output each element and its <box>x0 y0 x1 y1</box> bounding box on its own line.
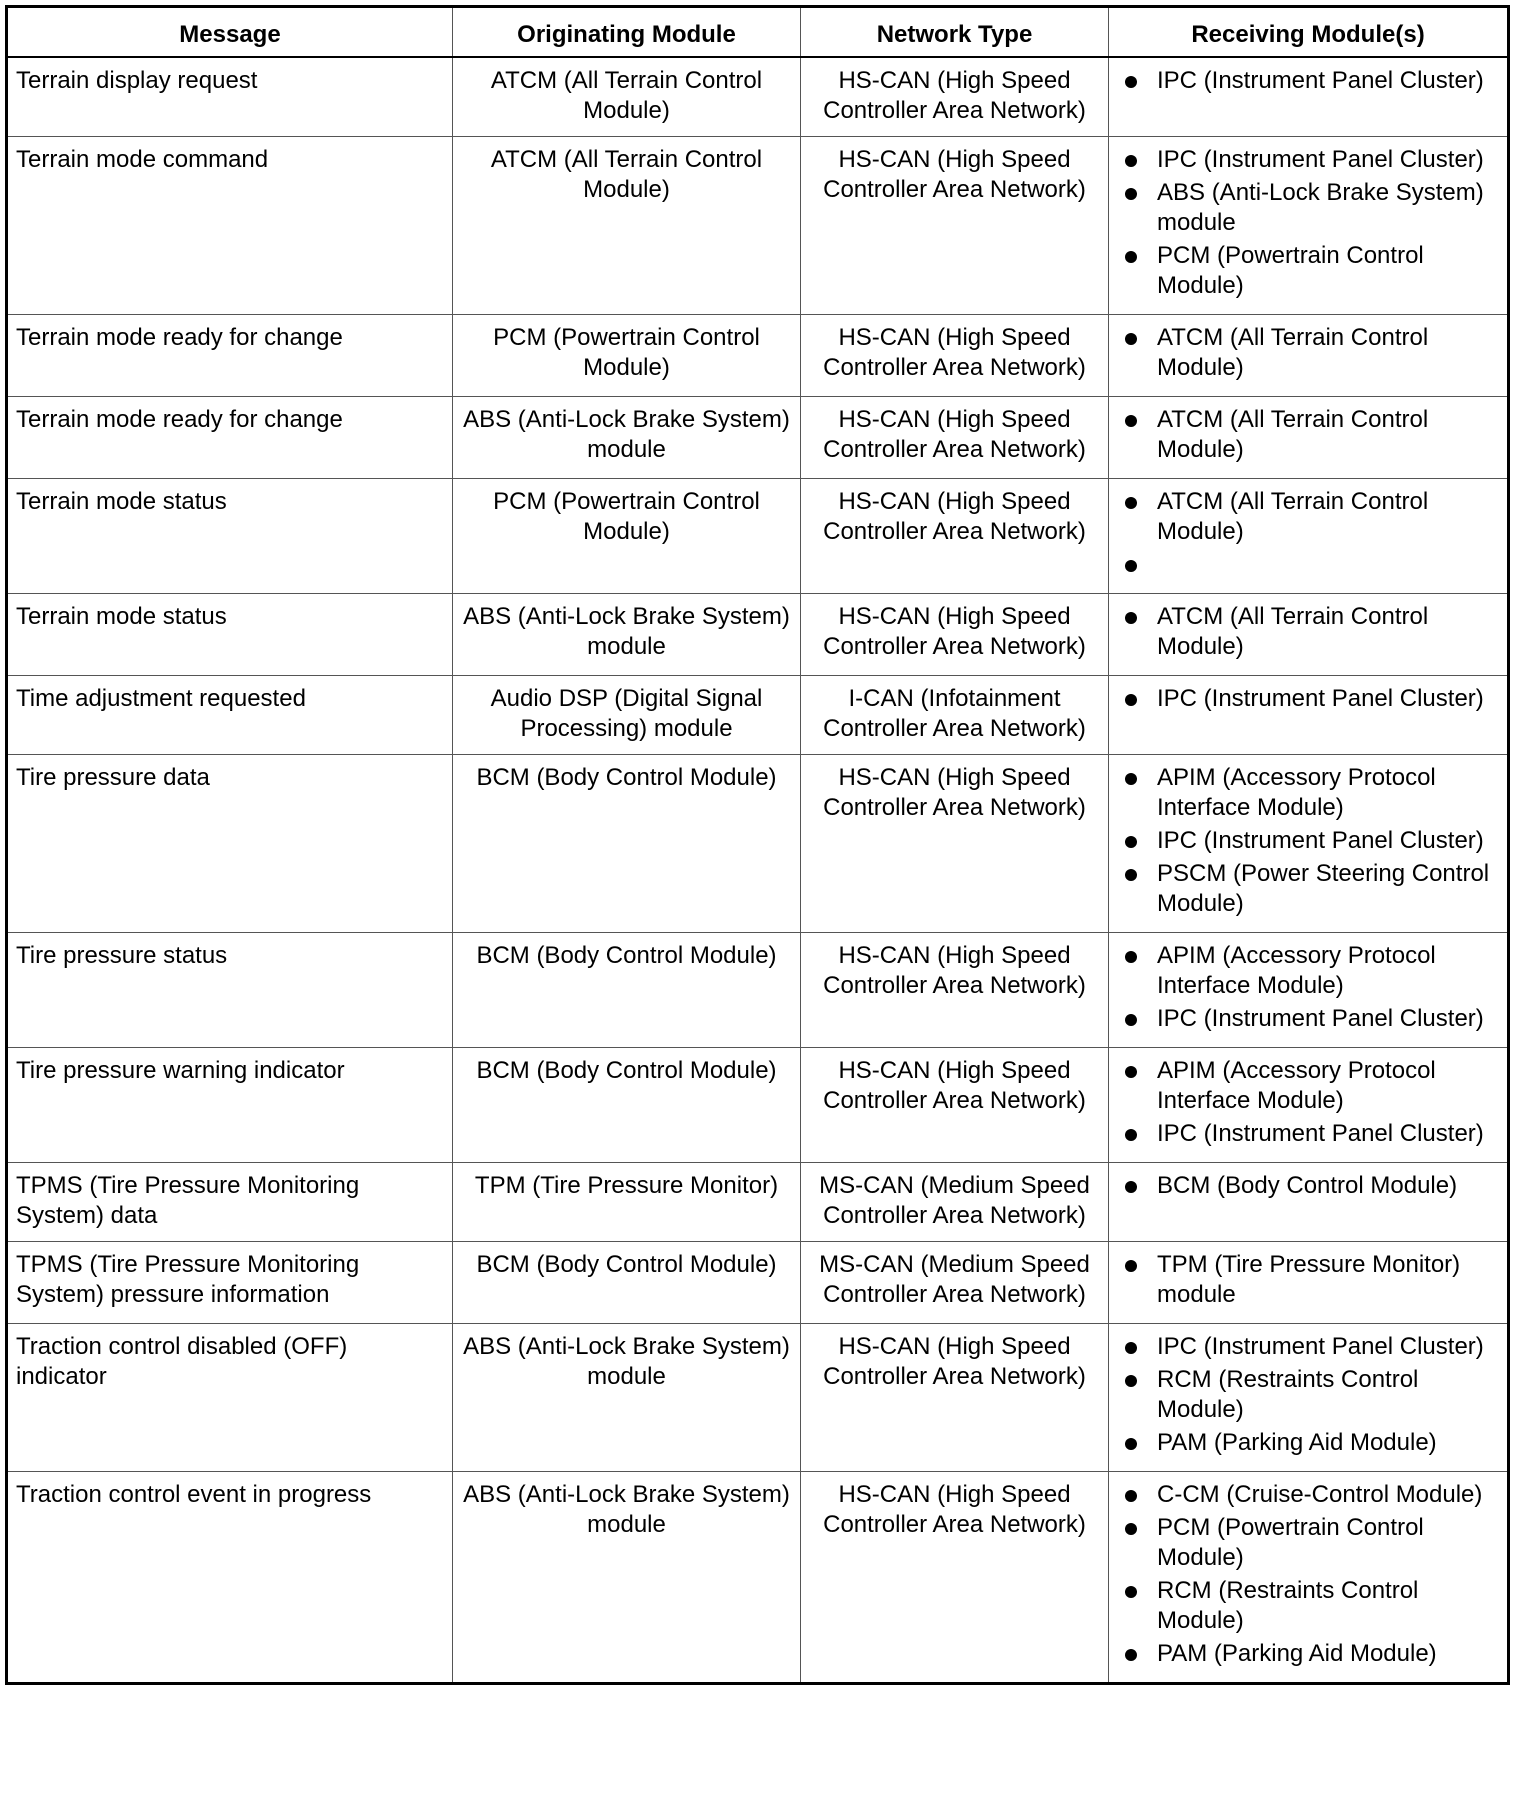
receiving-modules-list <box>1117 1332 1499 1458</box>
originating-module-cell: BCM (Body Control Module) <box>453 1242 801 1324</box>
list-item <box>1117 826 1499 856</box>
receiving-module-label: RCM (Restraints Control Module) <box>1157 1577 1419 1634</box>
receiving-modules-list <box>1117 602 1499 662</box>
bullet-icon <box>1125 869 1137 881</box>
originating-module-cell: Audio DSP (Digital Signal Processing) module <box>453 676 801 755</box>
receiving-modules-cell <box>1109 479 1509 594</box>
message-cell: TPMS (Tire Pressure Monitoring System) data <box>7 1163 453 1242</box>
list-item <box>1117 684 1499 714</box>
receiving-modules-list <box>1117 323 1499 383</box>
bullet-icon <box>1125 1066 1137 1078</box>
network-type-cell: MS-CAN (Medium Speed Controller Area Network) <box>801 1163 1109 1242</box>
receiving-module-label: IPC (Instrument Panel Cluster) <box>1157 685 1484 712</box>
list-item <box>1117 323 1499 383</box>
receiving-module-label: IPC (Instrument Panel Cluster) <box>1157 146 1484 173</box>
receiving-modules-list <box>1117 1171 1499 1201</box>
originating-module-cell: PCM (Powertrain Control Module) <box>453 479 801 594</box>
receiving-modules-cell <box>1109 1163 1509 1242</box>
network-type-cell: MS-CAN (Medium Speed Controller Area Network) <box>801 1242 1109 1324</box>
receiving-modules-cell <box>1109 594 1509 676</box>
message-cell: Traction control disabled (OFF) indicator <box>7 1324 453 1472</box>
table-row <box>7 933 1509 1048</box>
bullet-icon <box>1125 1490 1137 1502</box>
receiving-modules-list <box>1117 763 1499 919</box>
bullet-icon <box>1125 694 1137 706</box>
receiving-module-label: BCM (Body Control Module) <box>1157 1172 1458 1199</box>
message-cell: Tire pressure data <box>7 755 453 933</box>
list-item <box>1117 145 1499 175</box>
receiving-module-label: IPC (Instrument Panel Cluster) <box>1157 827 1484 854</box>
receiving-modules-cell <box>1109 137 1509 315</box>
bullet-icon <box>1125 612 1137 624</box>
bullet-icon <box>1125 155 1137 167</box>
receiving-modules-list <box>1117 1056 1499 1149</box>
originating-module-cell: ABS (Anti-Lock Brake System) module <box>453 594 801 676</box>
network-type-cell: HS-CAN (High Speed Controller Area Network) <box>801 315 1109 397</box>
receiving-module-label: TPM (Tire Pressure Monitor) module <box>1157 1251 1461 1308</box>
header-receiving-modules: Receiving Module(s) <box>1109 7 1509 58</box>
bullet-icon <box>1125 1014 1137 1026</box>
originating-module-cell: ATCM (All Terrain Control Module) <box>453 137 801 315</box>
receiving-module-label: PCM (Powertrain Control Module) <box>1157 1514 1424 1571</box>
message-cell: Terrain mode status <box>7 594 453 676</box>
originating-module-cell: BCM (Body Control Module) <box>453 1048 801 1163</box>
list-item <box>1117 1056 1499 1116</box>
list-item <box>1117 1004 1499 1034</box>
bullet-icon <box>1125 1181 1137 1193</box>
receiving-modules-cell <box>1109 676 1509 755</box>
receiving-modules-cell <box>1109 57 1509 137</box>
list-item <box>1117 1171 1499 1201</box>
bullet-icon <box>1125 836 1137 848</box>
network-type-cell: HS-CAN (High Speed Controller Area Network) <box>801 57 1109 137</box>
list-item <box>1117 1513 1499 1573</box>
receiving-modules-cell <box>1109 1048 1509 1163</box>
receiving-modules-cell <box>1109 755 1509 933</box>
receiving-module-label: IPC (Instrument Panel Cluster) <box>1157 1120 1484 1147</box>
bullet-icon <box>1125 333 1137 345</box>
document-page <box>5 5 1507 1685</box>
header-message: Message <box>7 7 453 58</box>
receiving-module-label: PAM (Parking Aid Module) <box>1157 1429 1437 1456</box>
table-row <box>7 594 1509 676</box>
list-item <box>1117 1250 1499 1310</box>
list-item <box>1117 859 1499 919</box>
message-cell: Terrain mode ready for change <box>7 397 453 479</box>
table-row <box>7 315 1509 397</box>
originating-module-cell: ABS (Anti-Lock Brake System) module <box>453 1324 801 1472</box>
bullet-icon <box>1125 1523 1137 1535</box>
receiving-module-label: RCM (Restraints Control Module) <box>1157 1366 1419 1423</box>
table-row <box>7 1472 1509 1684</box>
list-item <box>1117 241 1499 301</box>
receiving-module-label: PSCM (Power Steering Control Module) <box>1157 860 1490 917</box>
bullet-icon <box>1125 251 1137 263</box>
list-item <box>1117 1480 1499 1510</box>
message-cell: Terrain mode command <box>7 137 453 315</box>
table-row <box>7 1324 1509 1472</box>
receiving-module-label: C-CM (Cruise-Control Module) <box>1157 1481 1483 1508</box>
table-row <box>7 676 1509 755</box>
message-cell: TPMS (Tire Pressure Monitoring System) pressure information <box>7 1242 453 1324</box>
bullet-icon <box>1125 951 1137 963</box>
bullet-icon <box>1125 1129 1137 1141</box>
bullet-icon <box>1125 497 1137 509</box>
receiving-module-label: APIM (Accessory Protocol Interface Module) <box>1157 764 1436 821</box>
originating-module-cell: ABS (Anti-Lock Brake System) module <box>453 1472 801 1684</box>
list-item <box>1117 178 1499 238</box>
table-row <box>7 57 1509 137</box>
network-type-cell: HS-CAN (High Speed Controller Area Network) <box>801 594 1109 676</box>
bullet-icon <box>1125 1586 1137 1598</box>
table-row <box>7 1048 1509 1163</box>
receiving-modules-list <box>1117 405 1499 465</box>
list-item <box>1117 66 1499 96</box>
receiving-modules-cell <box>1109 1324 1509 1472</box>
receiving-module-label: ATCM (All Terrain Control Module) <box>1157 324 1429 381</box>
header-network-type: Network Type <box>801 7 1109 58</box>
receiving-modules-cell <box>1109 1472 1509 1684</box>
list-item <box>1117 1639 1499 1669</box>
list-item <box>1117 550 1499 580</box>
list-item <box>1117 941 1499 1001</box>
list-item <box>1117 1576 1499 1636</box>
originating-module-cell: BCM (Body Control Module) <box>453 933 801 1048</box>
receiving-module-label: APIM (Accessory Protocol Interface Module) <box>1157 1057 1436 1114</box>
receiving-module-label: IPC (Instrument Panel Cluster) <box>1157 67 1484 94</box>
bullet-icon <box>1125 76 1137 88</box>
table-row <box>7 137 1509 315</box>
list-item <box>1117 487 1499 547</box>
network-type-cell: HS-CAN (High Speed Controller Area Network) <box>801 397 1109 479</box>
bullet-icon <box>1125 188 1137 200</box>
message-cell: Tire pressure warning indicator <box>7 1048 453 1163</box>
header-originating-module: Originating Module <box>453 7 801 58</box>
network-type-cell: HS-CAN (High Speed Controller Area Network) <box>801 479 1109 594</box>
message-cell: Time adjustment requested <box>7 676 453 755</box>
receiving-module-label: IPC (Instrument Panel Cluster) <box>1157 1005 1484 1032</box>
list-item <box>1117 405 1499 465</box>
table-row <box>7 479 1509 594</box>
table-row <box>7 755 1509 933</box>
list-item <box>1117 763 1499 823</box>
receiving-module-label: PCM (Powertrain Control Module) <box>1157 242 1424 299</box>
network-type-cell: HS-CAN (High Speed Controller Area Network) <box>801 1048 1109 1163</box>
list-item <box>1117 1428 1499 1458</box>
bullet-icon <box>1125 1649 1137 1661</box>
bullet-icon <box>1125 560 1137 572</box>
message-cell: Terrain display request <box>7 57 453 137</box>
bullet-icon <box>1125 1260 1137 1272</box>
list-item <box>1117 1332 1499 1362</box>
table-row <box>7 1163 1509 1242</box>
table-row <box>7 1242 1509 1324</box>
receiving-module-label: APIM (Accessory Protocol Interface Module) <box>1157 942 1436 999</box>
bullet-icon <box>1125 415 1137 427</box>
originating-module-cell: TPM (Tire Pressure Monitor) <box>453 1163 801 1242</box>
bullet-icon <box>1125 1375 1137 1387</box>
bullet-icon <box>1125 1342 1137 1354</box>
bullet-icon <box>1125 773 1137 785</box>
network-type-cell: HS-CAN (High Speed Controller Area Network) <box>801 1472 1109 1684</box>
receiving-modules-list <box>1117 684 1499 714</box>
network-type-cell: HS-CAN (High Speed Controller Area Network) <box>801 1324 1109 1472</box>
table-row <box>7 397 1509 479</box>
receiving-modules-list <box>1117 145 1499 301</box>
network-type-cell: HS-CAN (High Speed Controller Area Network) <box>801 755 1109 933</box>
receiving-module-label: ATCM (All Terrain Control Module) <box>1157 603 1429 660</box>
originating-module-cell: PCM (Powertrain Control Module) <box>453 315 801 397</box>
originating-module-cell: ABS (Anti-Lock Brake System) module <box>453 397 801 479</box>
receiving-module-label: ATCM (All Terrain Control Module) <box>1157 488 1429 545</box>
table-header-row <box>7 7 1509 58</box>
list-item <box>1117 602 1499 662</box>
message-cell: Terrain mode ready for change <box>7 315 453 397</box>
list-item <box>1117 1119 1499 1149</box>
list-item <box>1117 1365 1499 1425</box>
network-type-cell: HS-CAN (High Speed Controller Area Network) <box>801 933 1109 1048</box>
originating-module-cell: ATCM (All Terrain Control Module) <box>453 57 801 137</box>
message-cell: Terrain mode status <box>7 479 453 594</box>
receiving-module-label: IPC (Instrument Panel Cluster) <box>1157 1333 1484 1360</box>
receiving-modules-list <box>1117 941 1499 1034</box>
receiving-module-label: PAM (Parking Aid Module) <box>1157 1640 1437 1667</box>
receiving-modules-list <box>1117 487 1499 580</box>
receiving-modules-cell <box>1109 315 1509 397</box>
receiving-modules-cell <box>1109 933 1509 1048</box>
message-cell: Tire pressure status <box>7 933 453 1048</box>
message-table <box>5 5 1510 1685</box>
receiving-modules-list <box>1117 1250 1499 1310</box>
network-type-cell: HS-CAN (High Speed Controller Area Network) <box>801 137 1109 315</box>
originating-module-cell: BCM (Body Control Module) <box>453 755 801 933</box>
receiving-modules-cell <box>1109 1242 1509 1324</box>
message-cell: Traction control event in progress <box>7 1472 453 1684</box>
network-type-cell: I-CAN (Infotainment Controller Area Network) <box>801 676 1109 755</box>
receiving-module-label: ABS (Anti-Lock Brake System) module <box>1157 179 1484 236</box>
receiving-modules-cell <box>1109 397 1509 479</box>
table-body <box>7 57 1509 1684</box>
receiving-modules-list <box>1117 66 1499 96</box>
receiving-module-label: ATCM (All Terrain Control Module) <box>1157 406 1429 463</box>
receiving-modules-list <box>1117 1480 1499 1669</box>
bullet-icon <box>1125 1438 1137 1450</box>
